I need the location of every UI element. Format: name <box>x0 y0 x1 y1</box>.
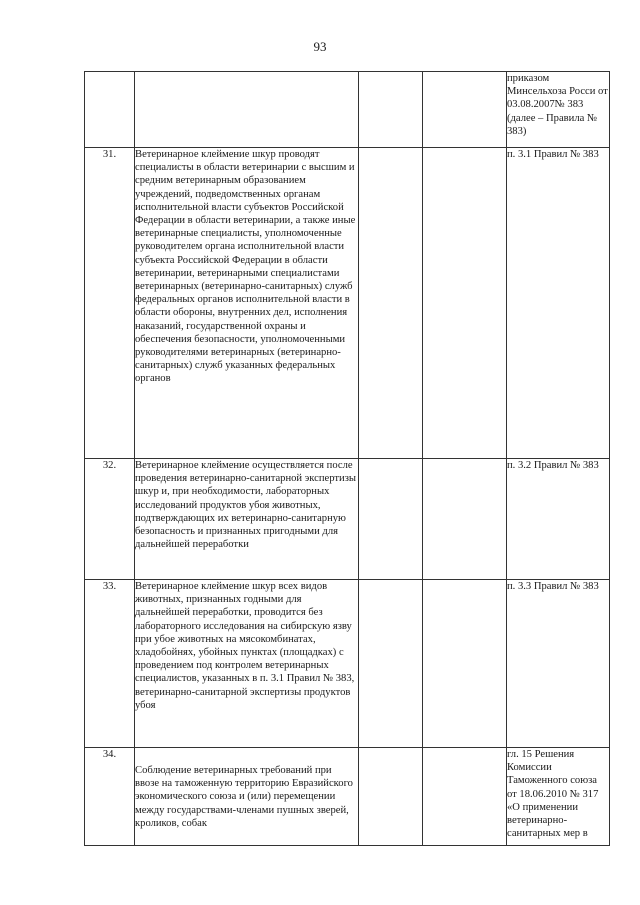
reference-text: п. 3.3 Правил № 383 <box>507 580 610 748</box>
table-row <box>85 148 610 459</box>
row-number: 31. <box>85 148 135 459</box>
table-row <box>85 580 610 748</box>
empty-cell <box>359 459 423 580</box>
row-number: 33. <box>85 580 135 748</box>
row-number: 32. <box>85 459 135 580</box>
empty-cell <box>423 580 507 748</box>
page-number: 93 <box>313 39 327 54</box>
empty-cell <box>359 748 423 846</box>
requirement-text: Ветеринарное клеймение шкур проводят специалисты в области ветеринарии с высшим и средним ветеринарным образованием учреждений, подведомственных органам исполнительной власти субъектов Российской Федерации в области ветеринарии, а также иные ветеринарные специалисты, уполномоченные руководителем органа исполнительной власти субъекта Российской Федерации в области ветеринарии, ветеринарными специалистами ветеринарных (ветеринарно-санитарных) служб федеральных органов исполнительной власти в области обороны, внутренних дел, исполнения наказаний, государственной охраны и обеспечения безопасности, уполномоченными руководителями ветеринарных (ветеринарно-санитарных) служб указанных федеральных органов <box>135 148 359 459</box>
empty-cell <box>359 580 423 748</box>
empty-cell <box>423 148 507 459</box>
reference-text: гл. 15 Решения Комиссии Таможенного союза от 18.06.2010 № 317 «О применении ветеринарно-санитарных мер в <box>507 748 610 846</box>
requirement-text: Ветеринарное клеймение осуществляется после проведения ветеринарно-санитарной экспертизы шкур и, при необходимости, лабораторных исследований продуктов убоя животных, подтверждающих их ветеринарно-санитарную безопасность и признанных пригодными для дальнейшей переработки <box>135 459 359 580</box>
row-number <box>85 72 135 148</box>
requirement-text: Соблюдение ветеринарных требований при ввозе на таможенную территорию Евразийского экономического союза и (или) перемещении между государствами-членами пушных зверей, кроликов, собак <box>135 748 359 846</box>
table-row <box>85 748 610 846</box>
table-row <box>85 72 610 148</box>
requirement-text: Ветеринарное клеймение шкур всех видов животных, признанных годными для дальнейшей переработки, проводится без лабораторного исследования на сибирскую язву при убое животных на мясокомбинатах, хладобойнях, убойных пунктах (площадках) с проведением под контролем ветеринарных специалистов, указанных в п. 3.1 Правил № 383, ветеринарно-санитарной экспертизы продуктов убоя <box>135 580 359 748</box>
empty-cell <box>359 72 423 148</box>
reference-text: приказом Минсельхоза Росси от 03.08.2007№ 383 (далее – Правила № 383) <box>507 72 610 148</box>
empty-cell <box>423 459 507 580</box>
row-number: 34. <box>85 748 135 846</box>
empty-cell <box>423 748 507 846</box>
requirements-table <box>84 71 610 846</box>
reference-text: п. 3.2 Правил № 383 <box>507 459 610 580</box>
empty-cell <box>423 72 507 148</box>
table-row <box>85 459 610 580</box>
requirement-text <box>135 72 359 148</box>
reference-text: п. 3.1 Правил № 383 <box>507 148 610 459</box>
empty-cell <box>359 148 423 459</box>
